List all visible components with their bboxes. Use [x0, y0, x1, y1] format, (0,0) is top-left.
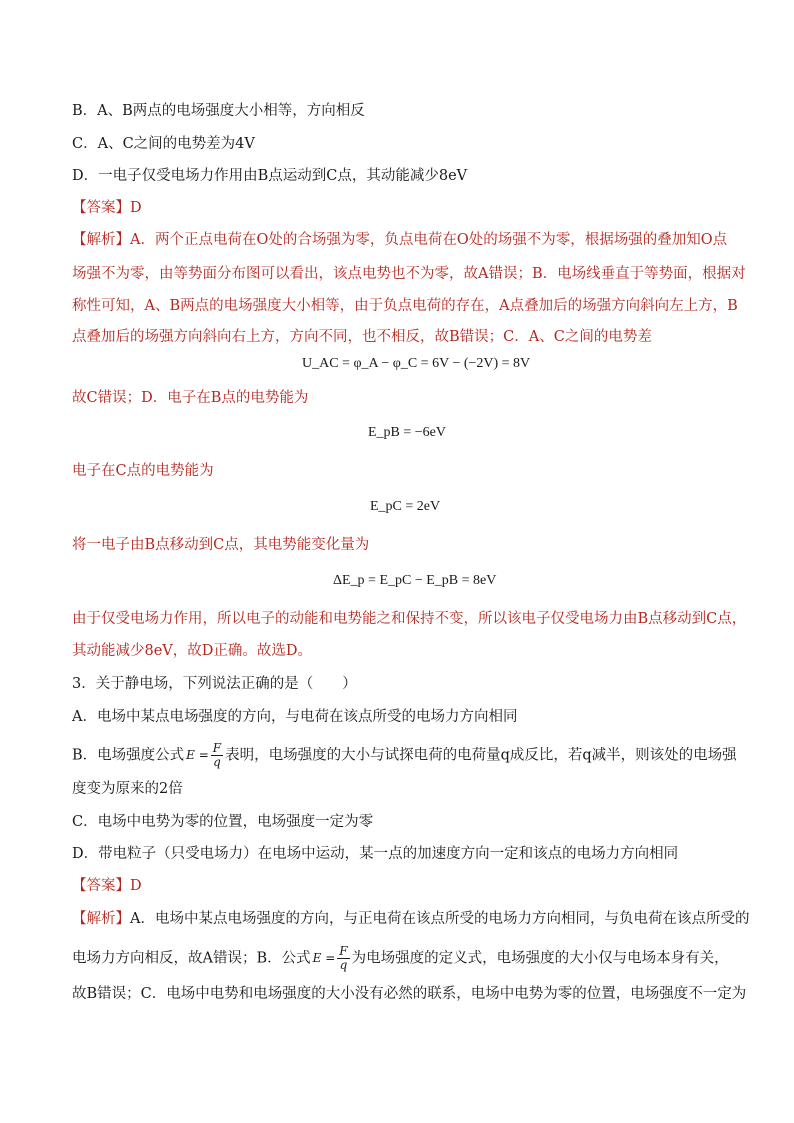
q2-analysis-line9: 其动能减少8eV，故D正确。故选D。 — [72, 643, 313, 659]
q3-analysis-line3: 故B错误；C．电场中电势和电场强度的大小没有必然的联系，电场中电势为零的位置，电场强度不一定为 — [72, 986, 747, 1002]
q2-analysis-line4: 点叠加后的场强方向斜向右上方，方向不同，也不相反，故B错误；C．A、C之间的电势差 — [72, 329, 652, 345]
q2-analysis-line6: 电子在C点的电势能为 — [72, 463, 214, 479]
formula-epb: E_pB = −6eV — [368, 425, 447, 440]
answer-label: 【答案】 — [72, 200, 130, 216]
q3-option-a: A．电场中某点电场强度的方向，与电荷在该点所受的电场力方向相同 — [72, 709, 518, 725]
q2-analysis-line3: 称性可知，A、B两点的电场强度大小相等，由于负点电荷的存在，A点叠加后的场强方向斜向左上方，B — [72, 298, 738, 314]
formula-e-fraction: E = $\frac{F}{q}$ — [312, 944, 348, 972]
analysis-text: A．两个正点电荷在O处的合场强为零，负点电荷在O处的场强不为零，根据场强的叠加知O点 — [130, 232, 728, 248]
answer-value: D — [130, 878, 142, 894]
analysis-text: A．电场中某点电场强度的方向，与正电荷在该点所受的电场力方向相同，与负电荷在该点所受的 — [130, 911, 750, 927]
q3-analysis-line2 — [72, 945, 729, 972]
q2-analysis-line8: 由于仅受电场力作用，所以电子的动能和电势能之和保持不变，所以该电子仅受电场力由B点移动到C点， — [72, 611, 747, 627]
q3-analysis-line2-post: 为电场强度的定义式，电场强度的大小仅与电场本身有关， — [351, 950, 729, 967]
answer-label: 【答案】 — [72, 878, 130, 894]
q3-option-c: C．电场中电势为零的位置，电场强度一定为零 — [72, 814, 374, 830]
analysis-label: 【解析】 — [72, 232, 130, 248]
q2-analysis-line2: 场强不为零，由等势面分布图可以看出，该点电势也不为零，故A错误；B．电场线垂直于等势面，根据对 — [72, 266, 746, 282]
q3-option-b — [72, 742, 737, 769]
formula-epc: E_pC = 2eV — [370, 499, 441, 514]
q2-analysis-line7: 将一电子由B点移动到C点，其电势能变化量为 — [72, 537, 370, 553]
q3-option-b-post: 表明，电场强度的大小与试探电荷的电荷量q成反比，若q减半，则该处的电场强 — [225, 747, 737, 764]
answer-value: D — [130, 200, 142, 216]
q3-stem: 3．关于静电场，下列说法正确的是（ ） — [72, 676, 357, 692]
q2-option-b: B．A、B两点的电场强度大小相等，方向相反 — [72, 103, 365, 119]
q2-analysis-line5: 故C错误；D．电子在B点的电势能为 — [72, 390, 309, 406]
q3-option-d: D．带电粒子（只受电场力）在电场中运动，某一点的加速度方向一定和该点的电场力方向相同 — [72, 846, 679, 862]
q2-analysis-line1 — [72, 230, 727, 250]
q2-option-d: D．一电子仅受电场力作用由B点运动到C点，其动能减少8eV — [72, 168, 468, 184]
formula-delta-ep: ΔE_p = E_pC − E_pB = 8eV — [333, 573, 497, 588]
q3-option-b-line2: 度变为原来的2倍 — [72, 781, 183, 797]
q3-option-b-pre: B．电场强度公式 — [72, 747, 185, 764]
q2-option-c: C．A、C之间的电势差为4V — [72, 136, 255, 152]
formula-uac: U_AC = φ_A − φ_C = 6V − (−2V) = 8V — [302, 356, 531, 371]
q2-answer — [72, 198, 142, 218]
analysis-label: 【解析】 — [72, 911, 130, 927]
formula-e-fraction: E = $\frac{F}{q}$ — [186, 741, 222, 769]
q3-answer — [72, 876, 142, 896]
q3-analysis-line1 — [72, 909, 749, 929]
q3-analysis-line2-pre: 电场力方向相反，故A错误；B．公式 — [72, 950, 311, 967]
